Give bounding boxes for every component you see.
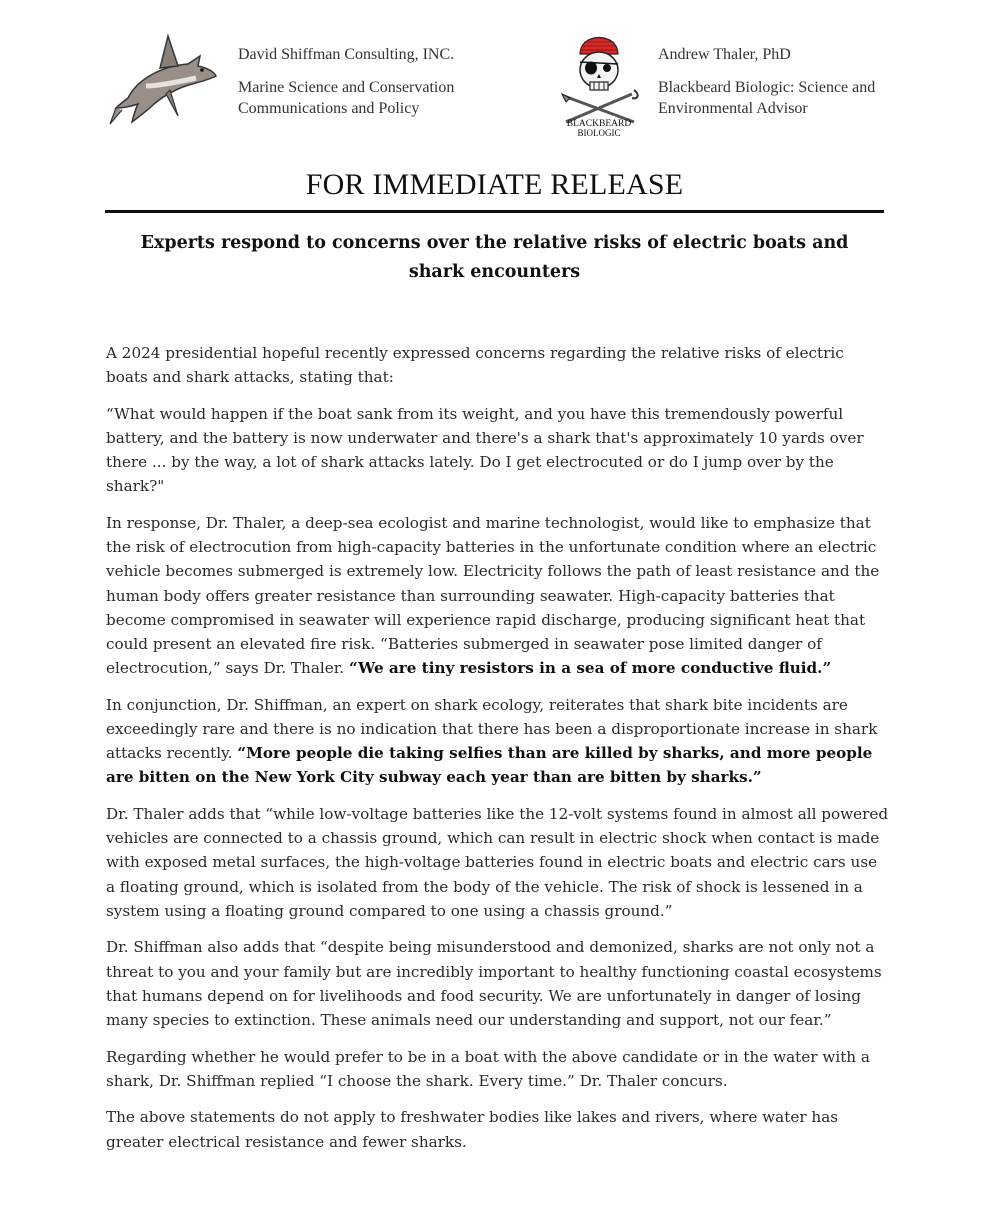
skull-pirate-logo-icon (558, 24, 640, 140)
header-divider (105, 210, 884, 213)
org-right-info (658, 44, 958, 119)
logo-text-line1: BLACKBEARD (566, 119, 632, 129)
shiffman-bold-quote: “More people die taking selfies than are killed by sharks, and more people are bitten on the New York City subway each year than are bitten by sharks.” (106, 744, 873, 787)
press-release-headline: Experts respond to concerns over the relative risks of electric boats and shark encounters (140, 233, 849, 282)
paragraph-quote: “What would happen if the boat sank from its weight, and you have this tremendously powerful battery, and the battery is now underwater and there's a shark that's approximately 10 yards over there ... by the way, a lot of shark attacks lately. Do I get electrocuted or do I jump over by the shark?" (106, 404, 864, 496)
press-release-body (106, 341, 890, 1166)
paragraph-preference: Regarding whether he would prefer to be in a boat with the above candidate or in the water with a shark, Dr. Shiffman replied “I choose the shark. Every time.” Dr. Thaler concurs. (106, 1047, 870, 1090)
paragraph-shiffman-adds: Dr. Shiffman also adds that “despite being misunderstood and demonized, sharks are not only not a threat to you and your family but are incredibly important to healthy functioning coastal ecosystems that humans depend on for livelihoods and food security. We are unfortunately in danger of losing many species to extinction. These animals need our understanding and support, not our fear.” (106, 938, 882, 1030)
org-left-info (238, 44, 538, 119)
org-left-desc-line1: Marine Science and Conservation (238, 79, 455, 96)
paragraph-intro: A 2024 presidential hopeful recently expressed concerns regarding the relative risks of electric boats and shark attacks, stating that: (106, 344, 844, 387)
paragraph-thaler-adds: Dr. Thaler adds that “while low-voltage batteries like the 12-volt systems found in almost all powered vehicles are connected to a chassis ground, which can result in electric shock when contact is made with exposed metal surfaces, the high-voltage batteries found in electric boats and electric cars use a floating ground, which is isolated from the body of the vehicle. The risk of shock is lessened in a system using a floating ground compared to one using a chassis ground.” (106, 805, 889, 920)
paragraph-shiffman-text: In conjunction, Dr. Shiffman, an expert on shark ecology, reiterates that shark bite incidents are exceedingly rare and there is no indication that there has been a disproportionate increase in shark attacks recently. (106, 695, 878, 763)
release-label: FOR IMMEDIATE RELEASE (305, 168, 684, 201)
org-right-name: Andrew Thaler, PhD (658, 46, 791, 63)
paragraph-disclaimer: The above statements do not apply to freshwater bodies like lakes and rivers, where water has greater electrical resistance and fewer sharks. (106, 1108, 839, 1151)
org-left-name: David Shiffman Consulting, INC. (238, 46, 455, 63)
paragraph-thaler-text: In response, Dr. Thaler, a deep-sea ecologist and marine technologist, would like to emphasize that the risk of electrocution from high-capacity batteries in the unfortunate condition where an electric vehicle becomes submerged is extremely low. Electricity follows the path of least resistance and the human body offers greater resistance than surrounding seawater. High-capacity batteries that become compromised in seawater will experience rapid discharge, producing significant heat that could present an elevated fire risk. “Batteries submerged in seawater pose limited danger of electrocution,” says Dr. Thaler. (106, 514, 880, 678)
org-left-desc-line2: Communications and Policy (238, 100, 420, 117)
paragraph-shiffman-response (106, 693, 890, 790)
letterhead (0, 0, 990, 150)
org-right-desc-line1: Blackbeard Biologic: Science and (658, 79, 876, 96)
org-right-desc-line2: Environmental Advisor (658, 100, 808, 117)
logo-text-line2: BIOLOGIC (577, 128, 621, 138)
shark-logo-icon (108, 28, 220, 130)
paragraph-thaler-response (106, 511, 890, 680)
thaler-bold-quote: “We are tiny resistors in a sea of more conductive fluid.” (348, 659, 832, 678)
